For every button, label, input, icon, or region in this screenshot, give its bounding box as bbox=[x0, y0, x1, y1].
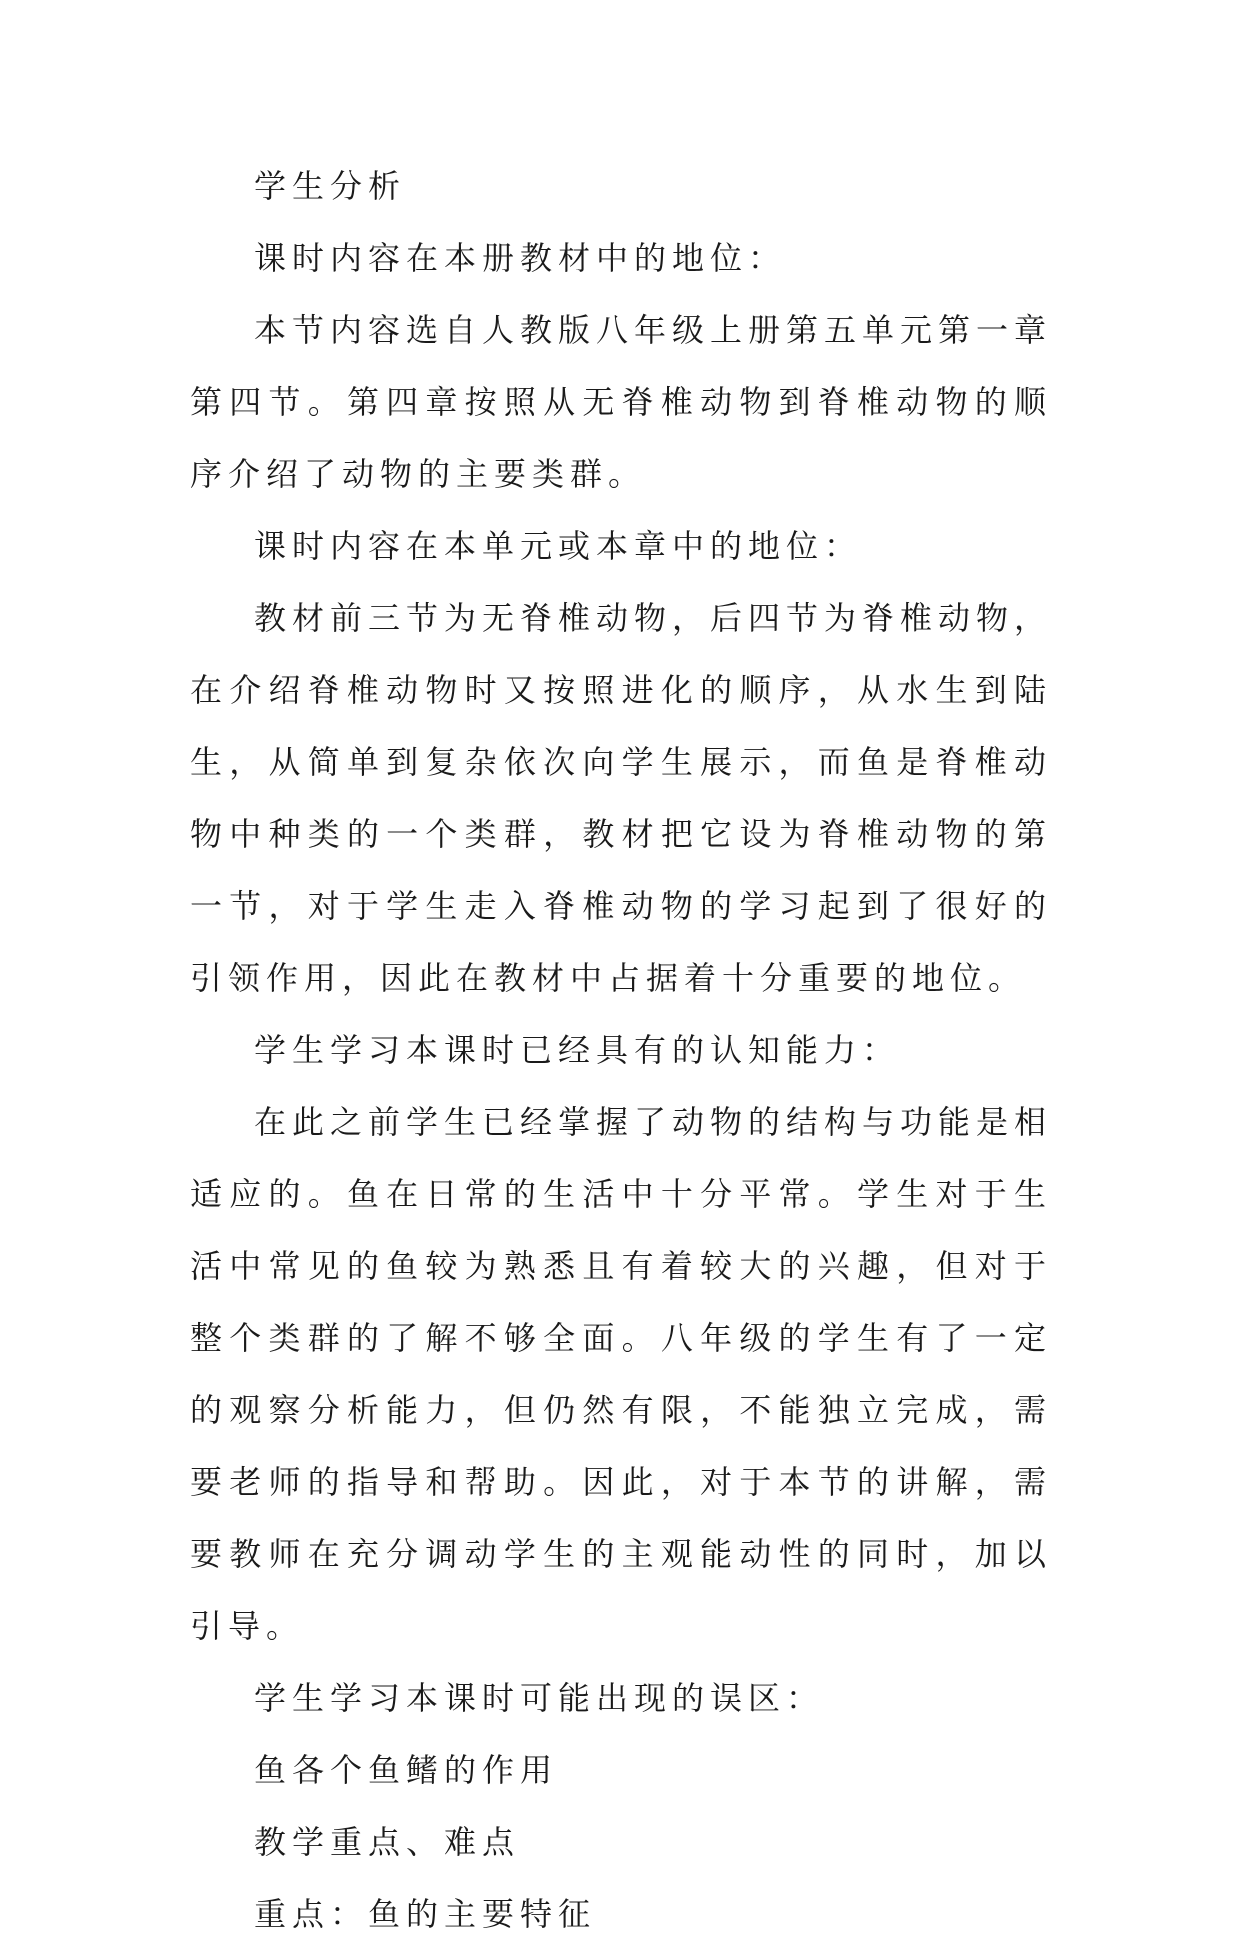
subheading-misconceptions: 学生学习本课时可能出现的误区： bbox=[254, 1679, 825, 1717]
subheading-position-in-textbook: 课时内容在本册教材中的地位： bbox=[254, 239, 787, 277]
paragraph-cognitive-ability: 在此之前学生已经掌握了动物的结构与功能是相适应的。鱼在日常的生活中十分平常。学生对于生活中常见的鱼较为熟悉且有着较大的兴趣，但对于整个类群的了解不够全面。八年级的学生有了一定的观察分析能力，但仍然有限，不能独立完成，需要老师的指导和帮助。因此，对于本节的讲解，需要教师在充分调动学生的主观能动性的同时，加以引导。 bbox=[190, 1103, 1053, 1645]
paragraph-textbook-position: 本节内容选自人教版八年级上册第五单元第一章第四节。第四章按照从无脊椎动物到脊椎动物的顺序介绍了动物的主要类群。 bbox=[190, 311, 1053, 493]
paragraph-misconceptions: 鱼各个鱼鳍的作用 bbox=[254, 1751, 559, 1789]
paragraph-unit-position: 教材前三节为无脊椎动物，后四节为脊椎动物，在介绍脊椎动物时又按照进化的顺序，从水生到陆生，从简单到复杂依次向学生展示，而鱼是脊椎动物中种类的一个类群，教材把它设为脊椎动物的第一节，对于学生走入脊椎动物的学习起到了很好的引领作用，因此在教材中占据着十分重要的地位。 bbox=[190, 599, 1053, 997]
subheading-position-in-unit: 课时内容在本单元或本章中的地位： bbox=[254, 527, 863, 565]
subheading-key-points: 教学重点、难点 bbox=[254, 1823, 521, 1861]
subheading-cognitive-ability: 学生学习本课时已经具有的认知能力： bbox=[254, 1031, 901, 1069]
paragraph-key-point: 重点：鱼的主要特征 bbox=[254, 1895, 597, 1933]
section-heading-student-analysis: 学生分析 bbox=[254, 167, 407, 205]
document-body bbox=[190, 150, 1052, 1950]
